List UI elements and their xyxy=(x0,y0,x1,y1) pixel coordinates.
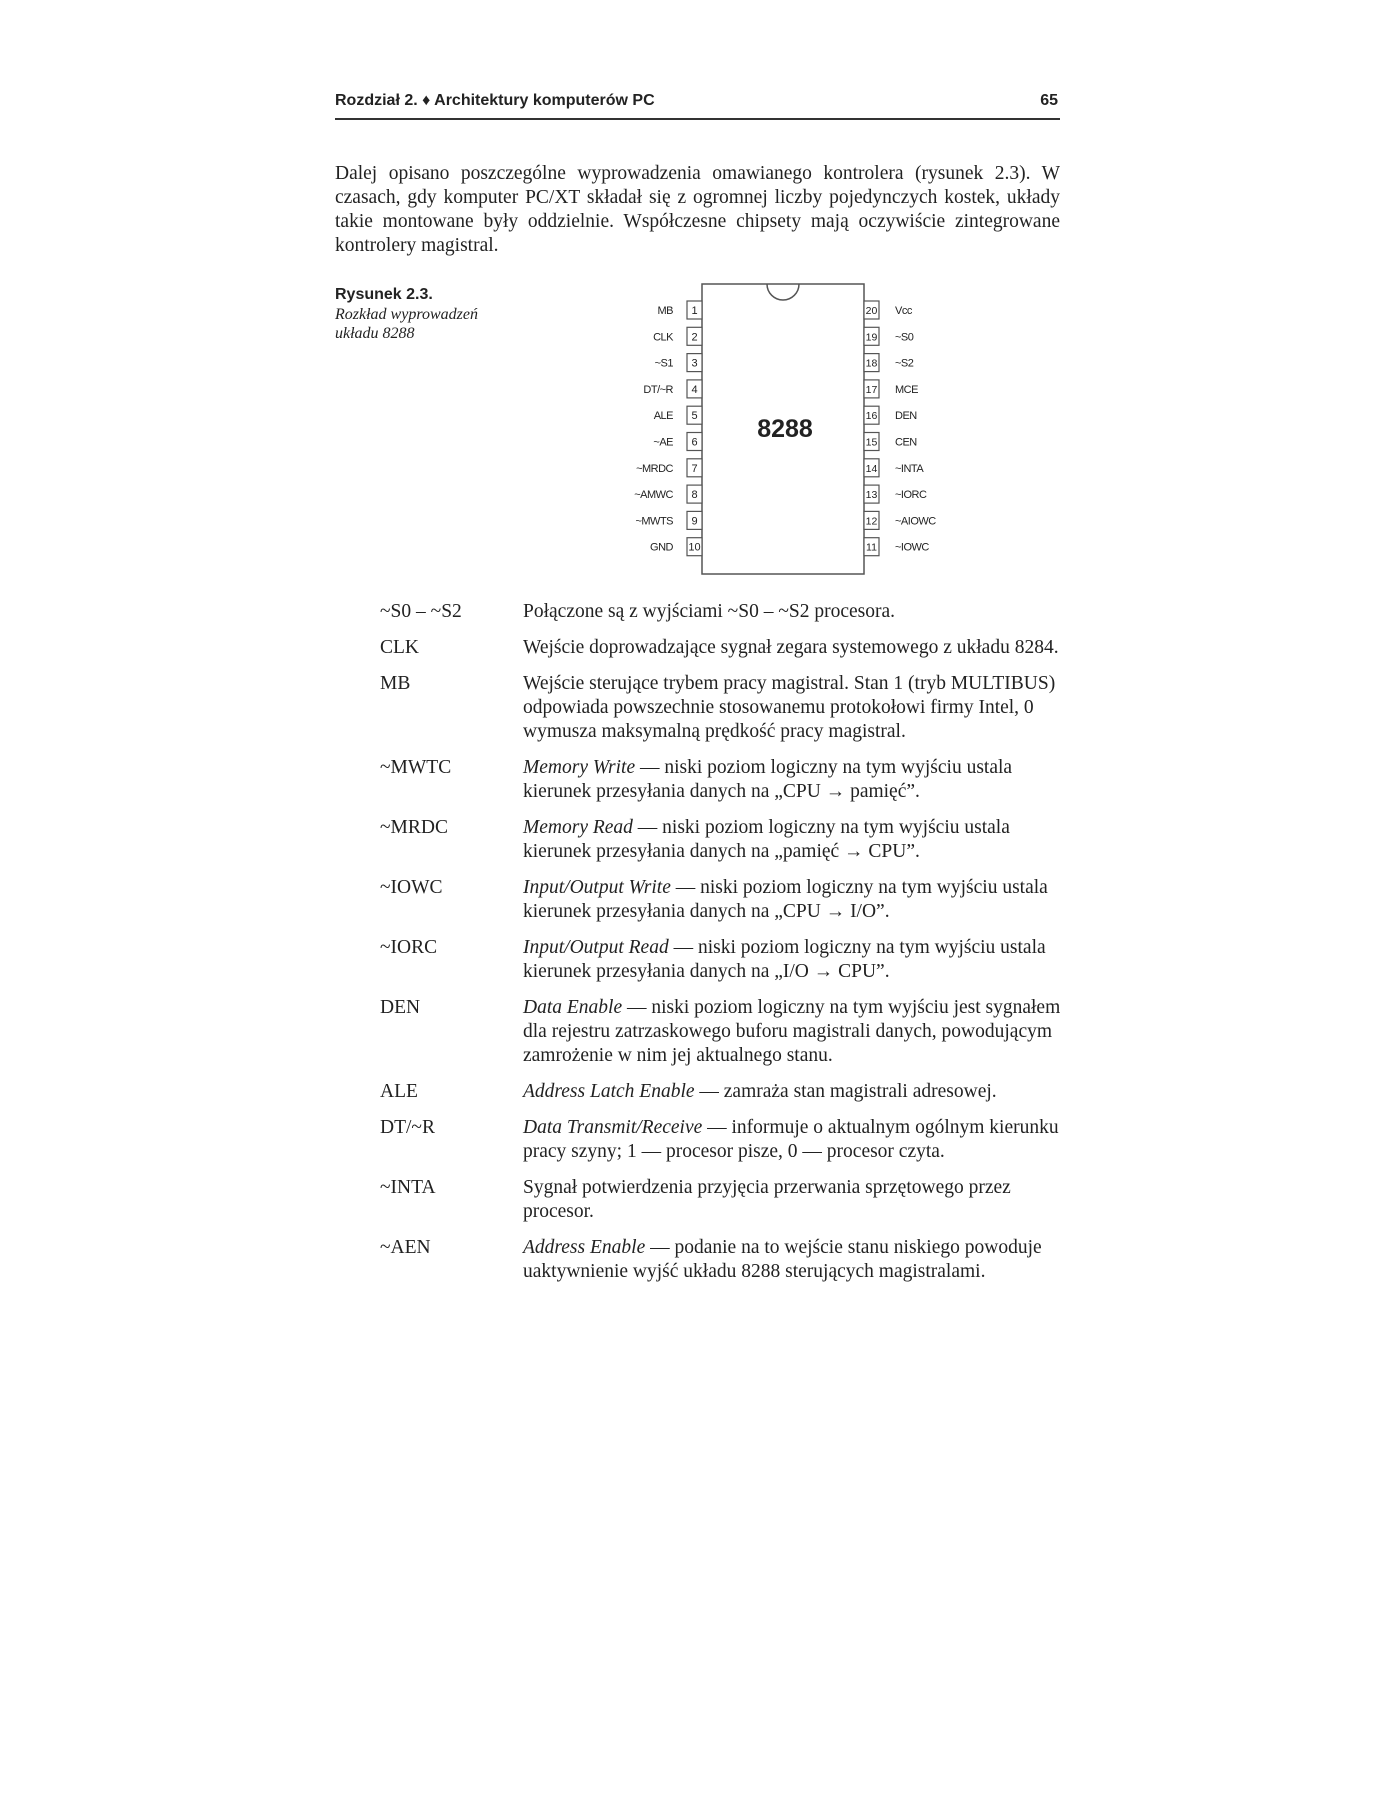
pin-label-right: CEN xyxy=(895,436,917,449)
signal-full-name: Input/Output Read xyxy=(523,937,669,958)
pin-label-right: ~S0 xyxy=(895,331,914,344)
pin-number-left: 7 xyxy=(691,462,698,475)
signal-description-text: — niski poziom logiczny na tym wyjściu jest sygnałem dla rejestru zatrzaskowego buforu magistrali danych, powodującym zamrożenie w nim jej aktualnego stanu. xyxy=(523,997,1061,1066)
signal-name: ~IORC xyxy=(380,937,438,958)
signal-description-text: — niski poziom logiczny na tym wyjściu ustala kierunek przesyłania danych na „CPU → pamięć”. xyxy=(523,757,1013,802)
signal-name: ~AEN xyxy=(380,1237,431,1258)
pin-label-left: ALE xyxy=(653,410,673,423)
signal-description xyxy=(523,756,1063,804)
pin-label-left: ~MRDC xyxy=(636,462,673,475)
signal-description-text: Połączone są z wyjściami ~S0 – ~S2 procesora. xyxy=(523,601,896,622)
figure-caption-line-2: układu 8288 xyxy=(335,325,415,342)
pin-number-right: 16 xyxy=(865,410,878,423)
pin-label-left: ~AE xyxy=(653,436,673,449)
signal-full-name: Data Transmit/Receive xyxy=(523,1117,703,1138)
pin-label-right: ~AIOWC xyxy=(895,515,936,528)
pin-number-right: 19 xyxy=(865,331,878,344)
signal-name: MB xyxy=(380,673,411,694)
pin-number-left: 2 xyxy=(691,331,698,344)
signal-description xyxy=(523,816,1063,864)
definition-row xyxy=(380,1176,1080,1224)
signal-description xyxy=(523,936,1063,984)
pin-number-left: 6 xyxy=(691,436,698,449)
chip-pinout-diagram xyxy=(0,0,1400,600)
signal-name: ALE xyxy=(380,1081,418,1102)
pin-label-right: Vcc xyxy=(895,305,912,317)
definition-row xyxy=(380,1080,1080,1104)
signal-name: CLK xyxy=(380,637,419,658)
chapter-title: Rozdział 2. ♦ Architektury komputerów PC xyxy=(335,92,655,109)
definition-row xyxy=(380,936,1080,984)
signal-description xyxy=(523,1116,1063,1164)
chip-name: 8288 xyxy=(757,415,813,443)
signal-full-name: Memory Read xyxy=(523,817,633,838)
pin-number-left: 10 xyxy=(688,541,701,554)
pin-number-right: 14 xyxy=(865,462,878,475)
pin-label-left: CLK xyxy=(653,331,673,344)
pin-label-left: GND xyxy=(650,541,673,554)
pin-number-right: 20 xyxy=(865,305,878,317)
pin-number-left: 8 xyxy=(691,489,698,502)
pin-number-right: 12 xyxy=(865,515,878,528)
signal-description-text: — niski poziom logiczny na tym wyjściu ustala kierunek przesyłania danych na „pamięć → CPU”. xyxy=(523,817,1010,862)
signal-name: ~S0 – ~S2 xyxy=(380,601,462,622)
signal-name: ~INTA xyxy=(380,1177,436,1198)
pin-number-right: 18 xyxy=(865,357,878,370)
pin-label-left: ~S1 xyxy=(654,357,673,370)
signal-description-text: — podanie na to wejście stanu niskiego powoduje uaktywnienie wyjść układu 8288 sterujących magistralami. xyxy=(523,1237,1042,1282)
pin-definitions-list xyxy=(380,600,1080,1296)
definition-row xyxy=(380,996,1080,1068)
pin-label-right: ~IORC xyxy=(895,489,927,502)
signal-name: ~MRDC xyxy=(380,817,448,838)
signal-description xyxy=(523,996,1063,1068)
signal-full-name: Input/Output Write xyxy=(523,877,671,898)
pin-number-right: 17 xyxy=(865,383,878,396)
signal-description-text: — niski poziom logiczny na tym wyjściu ustala kierunek przesyłania danych na „I/O → CPU”. xyxy=(523,937,1046,982)
signal-description-text: — informuje o aktualnym ogólnym kierunku pracy szyny; 1 — procesor pisze, 0 — procesor czyta. xyxy=(523,1117,1059,1162)
pin-number-right: 15 xyxy=(865,436,878,449)
figure-number: Rysunek 2.3. xyxy=(335,286,433,303)
signal-description xyxy=(523,1080,1063,1104)
definition-row xyxy=(380,672,1080,744)
definition-row xyxy=(380,816,1080,864)
signal-description-text: Wejście sterujące trybem pracy magistral. Stan 1 (tryb MULTIBUS) odpowiada powszechnie stosowanemu protokołowi firmy Intel, 0 wymusza maksymalną prędkość pracy magistral. xyxy=(523,673,1056,742)
pin-number-left: 9 xyxy=(691,515,698,528)
signal-description-text: — niski poziom logiczny na tym wyjściu ustala kierunek przesyłania danych na „CPU → I/O”. xyxy=(523,877,1048,922)
signal-description-text: Wejście doprowadzające sygnał zegara systemowego z układu 8284. xyxy=(523,637,1059,658)
signal-description xyxy=(523,600,1063,624)
intro-paragraph: Dalej opisano poszczególne wyprowadzenia omawianego kontrolera (rysunek 2.3). W czasach, gdy komputer PC/XT składał się z ogromnej liczby pojedynczych kostek, układy takie montowane były oddzielnie. Współczesne chipsety mają oczywiście zintegrowane kontrolery magistral. xyxy=(335,163,1060,256)
definition-row xyxy=(380,636,1080,660)
pin-label-left: DT/~R xyxy=(643,383,673,396)
signal-name: ~MWTC xyxy=(380,757,452,778)
signal-full-name: Memory Write xyxy=(523,757,636,778)
pin-label-right: MCE xyxy=(895,383,918,396)
pin-label-left: ~AMWC xyxy=(634,489,673,502)
signal-name: ~IOWC xyxy=(380,877,443,898)
definition-row xyxy=(380,1236,1080,1284)
signal-description-text: — zamraża stan magistrali adresowej. xyxy=(694,1081,997,1102)
signal-description-text: Sygnał potwierdzenia przyjęcia przerwania sprzętowego przez procesor. xyxy=(523,1177,1011,1222)
signal-name: DEN xyxy=(380,997,421,1018)
signal-description xyxy=(523,672,1063,744)
pin-number-left: 1 xyxy=(691,305,698,317)
definition-row xyxy=(380,600,1080,624)
pin-label-left: ~MWTS xyxy=(635,515,673,528)
pin-number-left: 5 xyxy=(691,410,698,423)
signal-full-name: Data Enable xyxy=(523,997,623,1018)
signal-full-name: Address Latch Enable xyxy=(523,1081,695,1102)
signal-full-name: Address Enable xyxy=(523,1237,646,1258)
pin-label-right: ~IOWC xyxy=(895,541,929,554)
pin-label-right: DEN xyxy=(895,410,917,423)
pin-label-right: ~S2 xyxy=(895,357,914,370)
signal-description xyxy=(523,1236,1063,1284)
signal-description xyxy=(523,1176,1063,1224)
signal-description xyxy=(523,876,1063,924)
pin-number-right: 11 xyxy=(866,541,877,554)
definition-row xyxy=(380,756,1080,804)
pin-number-right: 13 xyxy=(865,489,878,502)
pin-number-left: 3 xyxy=(691,357,698,370)
pin-label-left: MB xyxy=(657,305,673,317)
page-number: 65 xyxy=(1040,92,1058,109)
signal-name: DT/~R xyxy=(380,1117,435,1138)
figure-caption-line-1: Rozkład wyprowadzeń xyxy=(335,306,478,323)
pin-number-left: 4 xyxy=(691,383,698,396)
definition-row xyxy=(380,876,1080,924)
signal-description xyxy=(523,636,1063,660)
definition-row xyxy=(380,1116,1080,1164)
pin-label-right: ~INTA xyxy=(895,462,924,475)
